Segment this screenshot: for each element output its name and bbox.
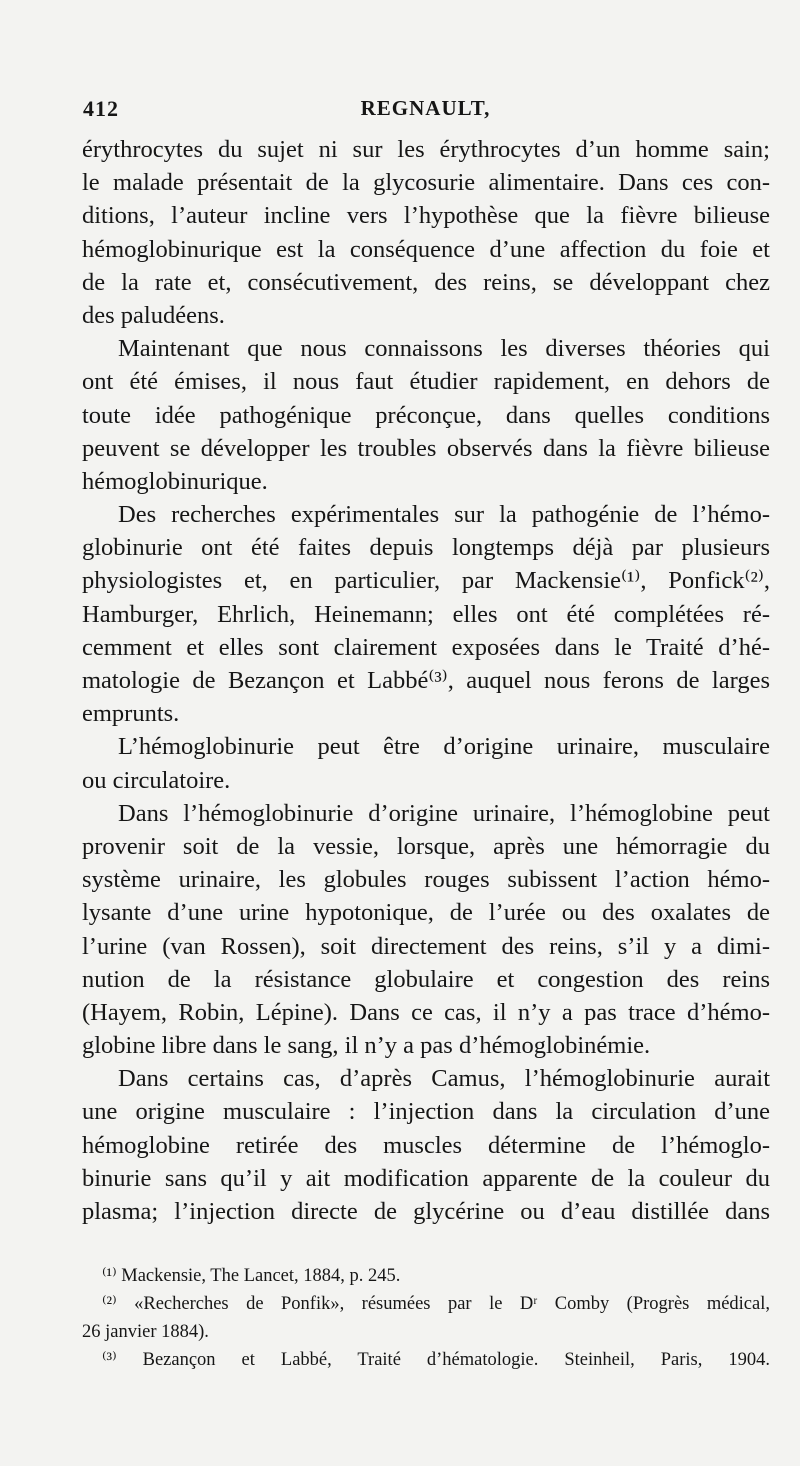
text-line: une origine musculaire : l’injection dans la circulation d’une: [82, 1098, 770, 1126]
text-line: système urinaire, les globules rouges subissent l’action hémo-: [82, 866, 770, 894]
text-line: cemment et elles sont clairement exposées dans le Traité d’hé-: [82, 633, 770, 661]
text-line: Dans certains cas, d’après Camus, l’hémoglobinurie aurait: [118, 1065, 770, 1093]
text-line: le malade présentait de la glycosurie alimentaire. Dans ces con-: [82, 169, 770, 197]
text-line: globine libre dans le sang, il n’y a pas d’hémoglobinémie.: [82, 1032, 651, 1060]
text-line: globinurie ont été faites depuis longtemps déjà par plusieurs: [82, 534, 770, 562]
text-line: provenir soit de la vessie, lorsque, après une hémorragie du: [82, 832, 770, 860]
page-header: [83, 96, 768, 130]
text-line: de la rate et, consécutivement, des reins, se développant chez: [82, 268, 770, 296]
text-line: ou circulatoire.: [82, 766, 231, 794]
body-text: [82, 133, 770, 1228]
footnote: ⁽¹⁾ Mackensie, The Lancet, 1884, p. 245.: [102, 1266, 401, 1286]
text-line: hémoglobine retirée des muscles détermine de l’hémoglo-: [82, 1131, 770, 1159]
text-line: l’urine (van Rossen), soit directement des reins, s’il y a dimi-: [82, 932, 770, 960]
text-line: Hamburger, Ehrlich, Heinemann; elles ont été complétées ré-: [82, 600, 770, 628]
text-line: hémoglobinurique.: [82, 467, 268, 495]
text-line: matologie de Bezançon et Labbé⁽³⁾, auquel nous ferons de larges: [82, 667, 770, 694]
footnotes: [82, 1262, 770, 1374]
text-line: Dans l’hémoglobinurie d’origine urinaire, l’hémoglobine peut: [118, 799, 770, 827]
text-line: L’hémoglobinurie peut être d’origine urinaire, musculaire: [118, 733, 770, 761]
text-line: nution de la résistance globulaire et congestion des reins: [82, 965, 770, 993]
text-line: hémoglobinurique est la conséquence d’une affection du foie et: [82, 235, 770, 263]
text-line: (Hayem, Robin, Lépine). Dans ce cas, il n’y a pas trace d’hémo-: [82, 998, 770, 1026]
text-line: Des recherches expérimentales sur la pathogénie de l’hémo-: [118, 501, 770, 529]
text-line: ditions, l’auteur incline vers l’hypothèse que la fièvre bilieuse: [82, 202, 770, 230]
footnote: ⁽³⁾ Bezançon et Labbé, Traité d’hématologie. Steinheil, Paris, 1904.: [102, 1350, 770, 1370]
text-line: érythrocytes du sujet ni sur les érythrocytes d’un homme sain;: [82, 136, 770, 163]
text-line: plasma; l’injection directe de glycérine ou d’eau distillée dans: [82, 1198, 770, 1225]
text-line: physiologistes et, en particulier, par Mackensie⁽¹⁾, Ponfick⁽²⁾,: [82, 567, 770, 595]
text-line: peuvent se développer les troubles observés dans la fièvre bilieuse: [82, 434, 770, 462]
text-line: emprunts.: [82, 700, 180, 728]
page-number: 412: [83, 96, 119, 121]
text-line: ont été émises, il nous faut étudier rapidement, en dehors de: [82, 368, 770, 396]
text-line: Maintenant que nous connaissons les diverses théories qui: [118, 335, 770, 363]
footnote: 26 janvier 1884).: [82, 1322, 209, 1342]
running-head: REGNAULT,: [360, 96, 491, 120]
text-line: lysante d’une urine hypotonique, de l’urée ou des oxalates de: [82, 899, 770, 927]
footnote: ⁽²⁾ «Recherches de Ponfik», résumées par le Dʳ Comby (Progrès médical,: [102, 1294, 770, 1314]
text-line: des paludéens.: [82, 301, 225, 329]
text-line: binurie sans qu’il y ait modification apparente de la couleur du: [82, 1164, 770, 1192]
text-line: toute idée pathogénique préconçue, dans quelles conditions: [82, 401, 770, 429]
